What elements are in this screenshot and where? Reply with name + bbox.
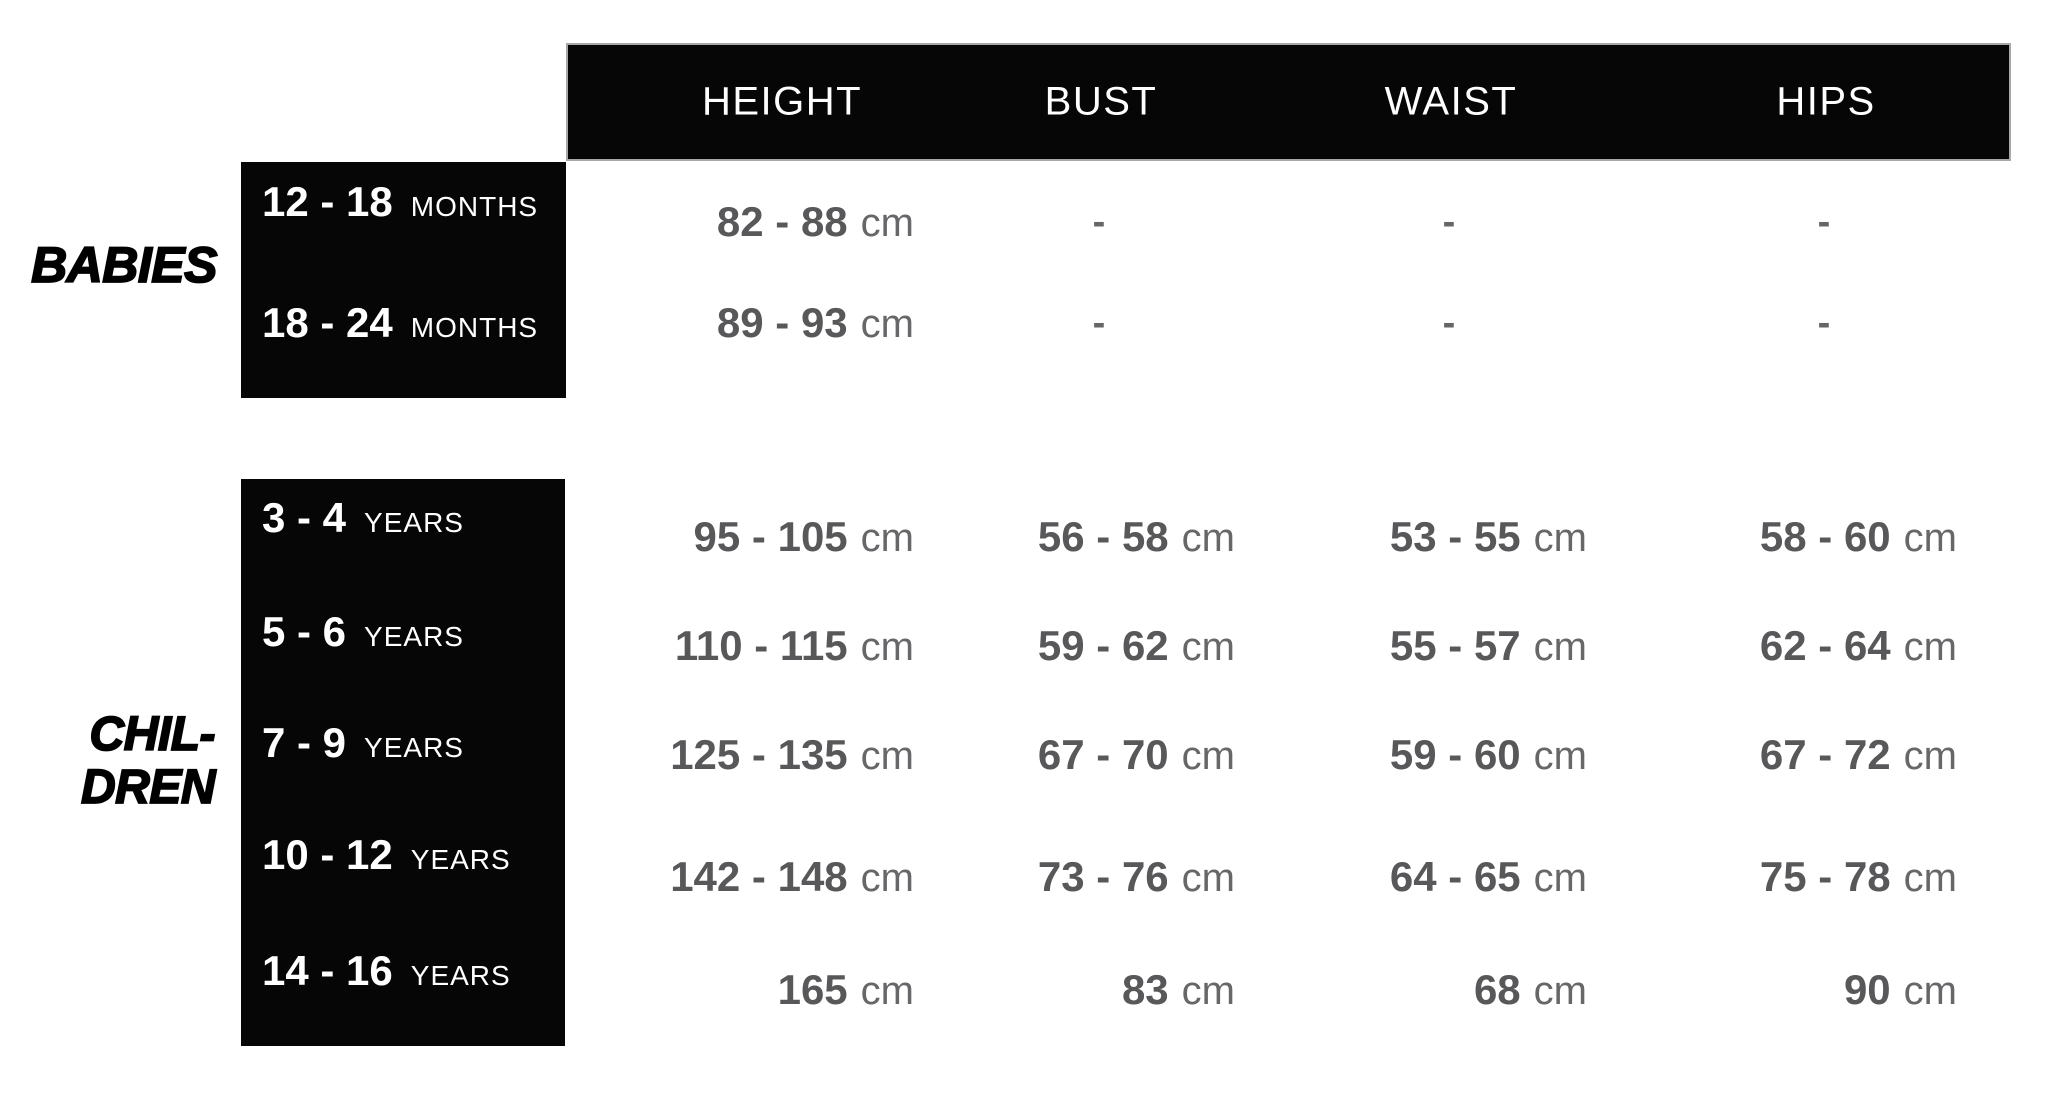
cell-babies-18-24-waist: -	[1442, 302, 1456, 344]
cell-children-5-6-hips: 62 - 64 cm	[1759, 622, 1957, 669]
cell-children-14-16-bust: 83 cm	[1121, 966, 1235, 1013]
cell-children-3-4-bust: 56 - 58 cm	[1037, 513, 1235, 560]
cell-children-10-12-waist: 64 - 65 cm	[1389, 853, 1587, 900]
group-label-children-line2: DREN	[80, 761, 215, 814]
cell-babies-18-24-height: 89 - 93 cm	[716, 299, 914, 346]
children-size-box	[241, 479, 565, 1046]
column-header-waist: WAIST	[1384, 79, 1518, 124]
cell-children-7-9-bust: 67 - 70 cm	[1037, 731, 1235, 778]
size-label-3-4-years: 3 - 4 YEARS	[262, 494, 464, 541]
size-label-5-6-years: 5 - 6 YEARS	[262, 608, 464, 655]
cell-babies-12-18-height: 82 - 88 cm	[716, 198, 914, 245]
size-label-10-12-years: 10 - 12 YEARS	[262, 831, 511, 878]
cell-children-14-16-waist: 68 cm	[1473, 966, 1587, 1013]
cell-children-3-4-waist: 53 - 55 cm	[1389, 513, 1587, 560]
cell-babies-12-18-waist: -	[1442, 201, 1456, 243]
cell-babies-18-24-hips: -	[1817, 302, 1831, 344]
group-label-children-line1: CHIL-	[89, 708, 215, 761]
cell-children-3-4-hips: 58 - 60 cm	[1759, 513, 1957, 560]
cell-children-10-12-hips: 75 - 78 cm	[1759, 853, 1957, 900]
cell-children-5-6-waist: 55 - 57 cm	[1389, 622, 1587, 669]
cell-children-7-9-height: 125 - 135 cm	[670, 731, 914, 778]
size-label-14-16-years: 14 - 16 YEARS	[262, 947, 511, 994]
size-label-7-9-years: 7 - 9 YEARS	[262, 719, 464, 766]
cell-children-5-6-bust: 59 - 62 cm	[1037, 622, 1235, 669]
cell-babies-12-18-bust: -	[1092, 201, 1106, 243]
column-header-bust: BUST	[1044, 79, 1158, 124]
cell-children-3-4-height: 95 - 105 cm	[693, 513, 914, 560]
size-label-12-18-months: 12 - 18 MONTHS	[262, 178, 539, 225]
cell-babies-12-18-hips: -	[1817, 201, 1831, 243]
cell-children-14-16-hips: 90 cm	[1843, 966, 1957, 1013]
cell-children-7-9-hips: 67 - 72 cm	[1759, 731, 1957, 778]
babies-size-box	[241, 162, 566, 398]
cell-children-7-9-waist: 59 - 60 cm	[1389, 731, 1587, 778]
cell-children-10-12-bust: 73 - 76 cm	[1037, 853, 1235, 900]
cell-babies-18-24-bust: -	[1092, 302, 1106, 344]
group-label-children	[81, 708, 215, 814]
table-header-bar	[566, 43, 2011, 161]
cell-children-10-12-height: 142 - 148 cm	[670, 853, 914, 900]
group-label-babies: BABIES	[31, 237, 217, 293]
column-header-height: HEIGHT	[701, 79, 863, 124]
cell-children-5-6-height: 110 - 115 cm	[674, 622, 914, 669]
size-label-18-24-months: 18 - 24 MONTHS	[262, 299, 539, 346]
column-header-hips: HIPS	[1776, 79, 1876, 124]
cell-children-14-16-height: 165 cm	[777, 966, 914, 1013]
